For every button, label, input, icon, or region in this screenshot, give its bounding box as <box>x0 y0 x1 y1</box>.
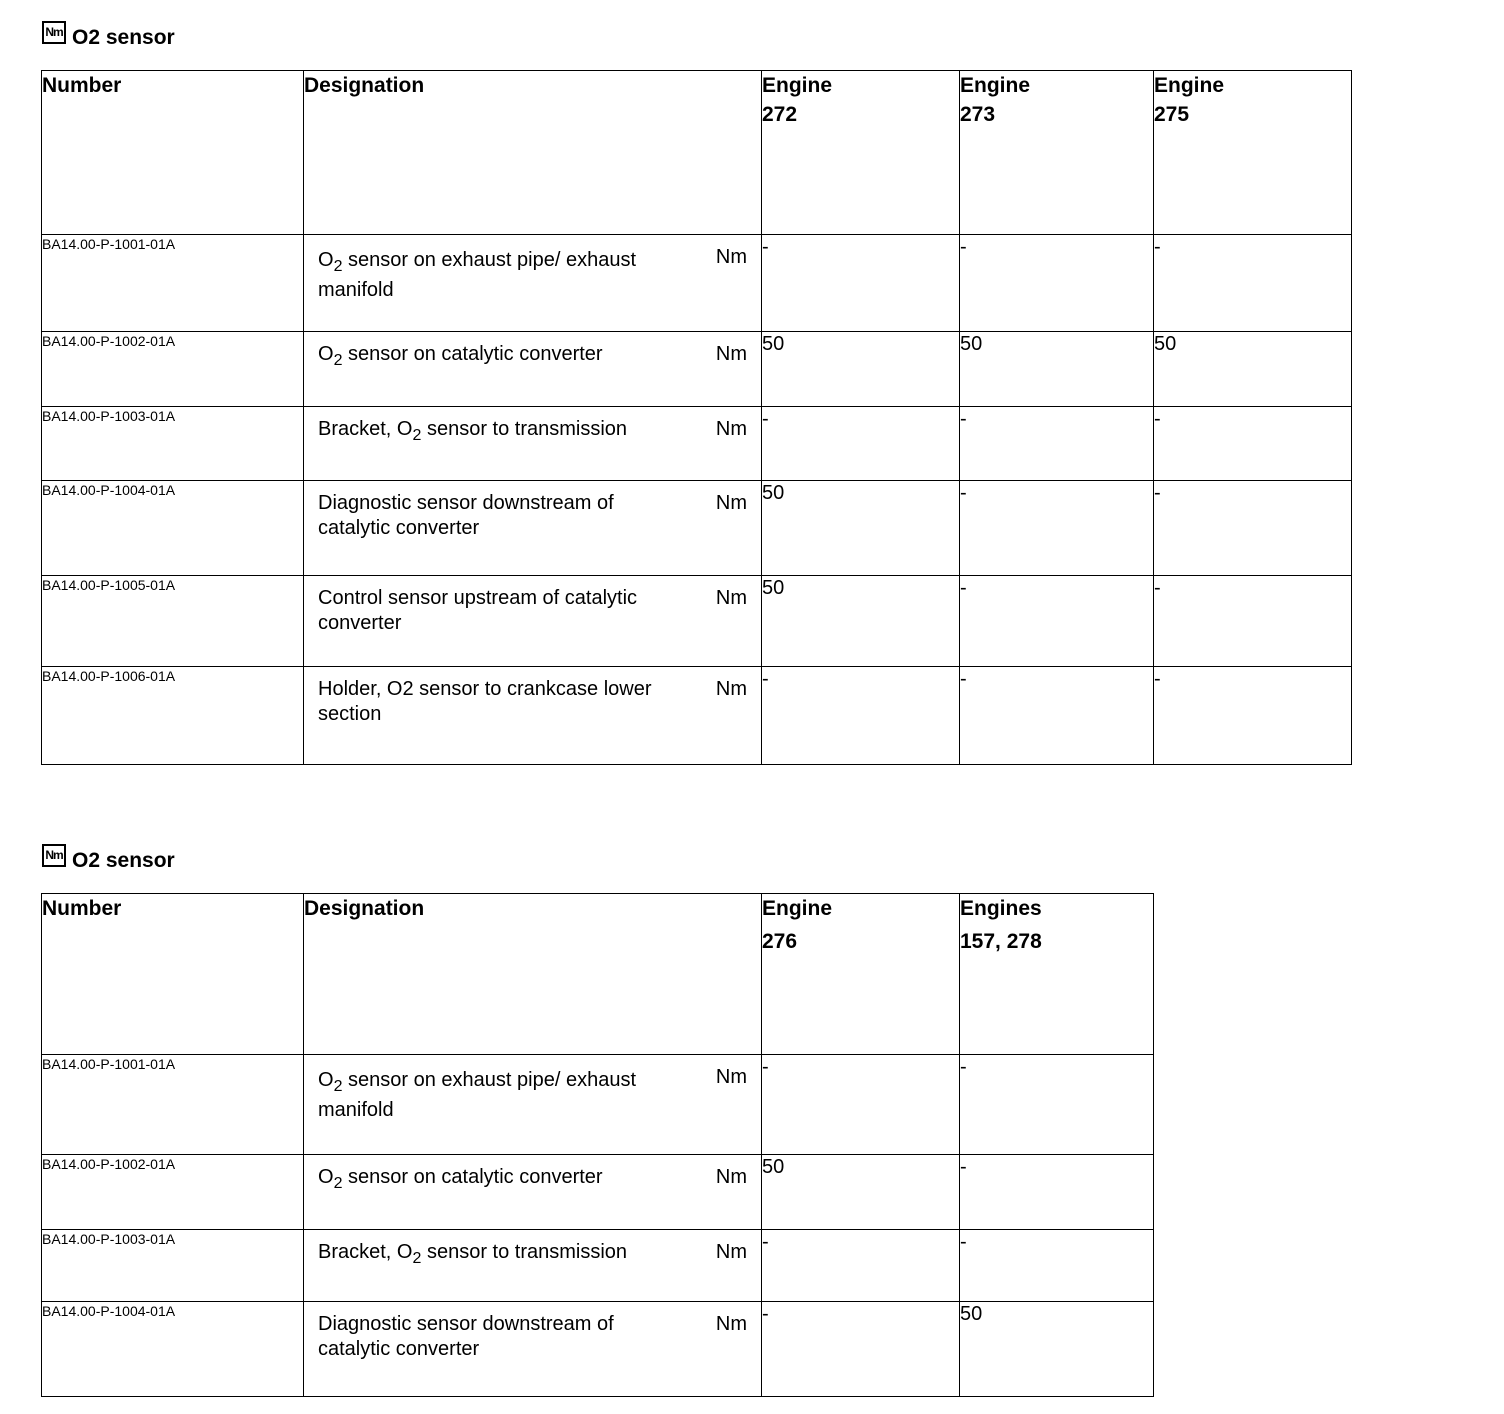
table-row <box>42 1155 1154 1230</box>
header-engine: Engine 275 <box>1154 71 1352 235</box>
row-value: - <box>960 1055 1154 1155</box>
header-row <box>42 71 1352 235</box>
header-engine: Engine 272 <box>762 71 960 235</box>
row-number: BA14.00-P-1004-01A <box>42 481 304 576</box>
header-number: Number <box>42 894 304 1055</box>
row-value: - <box>960 481 1154 576</box>
header-designation: Designation <box>304 71 762 235</box>
table-row <box>42 1055 1154 1155</box>
header-designation: Designation <box>304 894 762 1055</box>
row-number: BA14.00-P-1001-01A <box>42 1055 304 1155</box>
header-number: Number <box>42 71 304 235</box>
unit-label: Nm <box>715 343 747 365</box>
section-title <box>42 843 175 873</box>
unit-label: Nm <box>715 1241 747 1263</box>
row-designation: Bracket, $O_2$ sensor to transmission Nm <box>304 407 762 481</box>
header-engine: Engines 157, 278 <box>960 894 1154 1055</box>
row-value: - <box>1154 481 1352 576</box>
row-value: 50 <box>762 481 960 576</box>
row-value: - <box>762 667 960 765</box>
unit-label: Nm <box>715 418 747 440</box>
row-value: - <box>960 1230 1154 1302</box>
row-value: - <box>762 235 960 332</box>
row-value: 50 <box>762 1155 960 1230</box>
table-row <box>42 576 1352 667</box>
row-value: - <box>960 1155 1154 1230</box>
row-number: BA14.00-P-1005-01A <box>42 576 304 667</box>
row-value: - <box>1154 407 1352 481</box>
row-designation: $O_2$ sensor on catalytic converter Nm <box>304 1155 762 1230</box>
row-number: BA14.00-P-1003-01A <box>42 407 304 481</box>
row-value: - <box>762 1230 960 1302</box>
header-engine: Engine 276 <box>762 894 960 1055</box>
section-title <box>42 20 175 50</box>
row-designation: $O_2$ sensor on exhaust pipe/ exhaust manifold Nm <box>304 1055 762 1155</box>
row-value: 50 <box>762 576 960 667</box>
table-row <box>42 667 1352 765</box>
row-number: BA14.00-P-1004-01A <box>42 1302 304 1397</box>
row-number: BA14.00-P-1006-01A <box>42 667 304 765</box>
unit-label: Nm <box>715 678 747 700</box>
row-designation: Holder, O2 sensor to crankcase lower section Nm <box>304 667 762 765</box>
row-designation: Bracket, $O_2$ sensor to transmission Nm <box>304 1230 762 1302</box>
table-row <box>42 481 1352 576</box>
nm-icon: Nm <box>42 21 66 44</box>
table-row <box>42 332 1352 407</box>
table-row <box>42 1302 1154 1397</box>
torque-table <box>41 893 1154 1397</box>
row-designation: $O_2$ sensor on catalytic converter Nm <box>304 332 762 407</box>
row-value: - <box>960 235 1154 332</box>
row-value: 50 <box>1154 332 1352 407</box>
row-value: - <box>960 407 1154 481</box>
row-value: - <box>960 576 1154 667</box>
row-designation: $O_2$ sensor on exhaust pipe/ exhaust manifold Nm <box>304 235 762 332</box>
unit-label: Nm <box>715 1313 747 1335</box>
unit-label: Nm <box>715 587 747 609</box>
row-number: BA14.00-P-1002-01A <box>42 1155 304 1230</box>
section-title-text: O2 sensor <box>72 849 175 872</box>
row-value: 50 <box>960 332 1154 407</box>
row-value: - <box>960 667 1154 765</box>
unit-label: Nm <box>715 1066 747 1088</box>
row-value: 50 <box>960 1302 1154 1397</box>
row-number: BA14.00-P-1001-01A <box>42 235 304 332</box>
table-row <box>42 1230 1154 1302</box>
header-engine: Engine 273 <box>960 71 1154 235</box>
row-value: - <box>1154 667 1352 765</box>
section-title-text: O2 sensor <box>72 26 175 49</box>
row-value: - <box>762 1302 960 1397</box>
nm-icon: Nm <box>42 844 66 867</box>
row-value: - <box>762 1055 960 1155</box>
row-number: BA14.00-P-1002-01A <box>42 332 304 407</box>
row-value: - <box>762 407 960 481</box>
row-value: - <box>1154 235 1352 332</box>
torque-table <box>41 70 1352 765</box>
table-row <box>42 407 1352 481</box>
unit-label: Nm <box>715 1166 747 1188</box>
row-designation: Diagnostic sensor downstream of catalytic converter Nm <box>304 1302 762 1397</box>
unit-label: Nm <box>715 246 747 268</box>
row-number: BA14.00-P-1003-01A <box>42 1230 304 1302</box>
unit-label: Nm <box>715 492 747 514</box>
header-row <box>42 894 1154 1055</box>
row-designation: Diagnostic sensor downstream of catalytic converter Nm <box>304 481 762 576</box>
table-row <box>42 235 1352 332</box>
row-value: 50 <box>762 332 960 407</box>
row-value: - <box>1154 576 1352 667</box>
row-designation: Control sensor upstream of catalytic converter Nm <box>304 576 762 667</box>
